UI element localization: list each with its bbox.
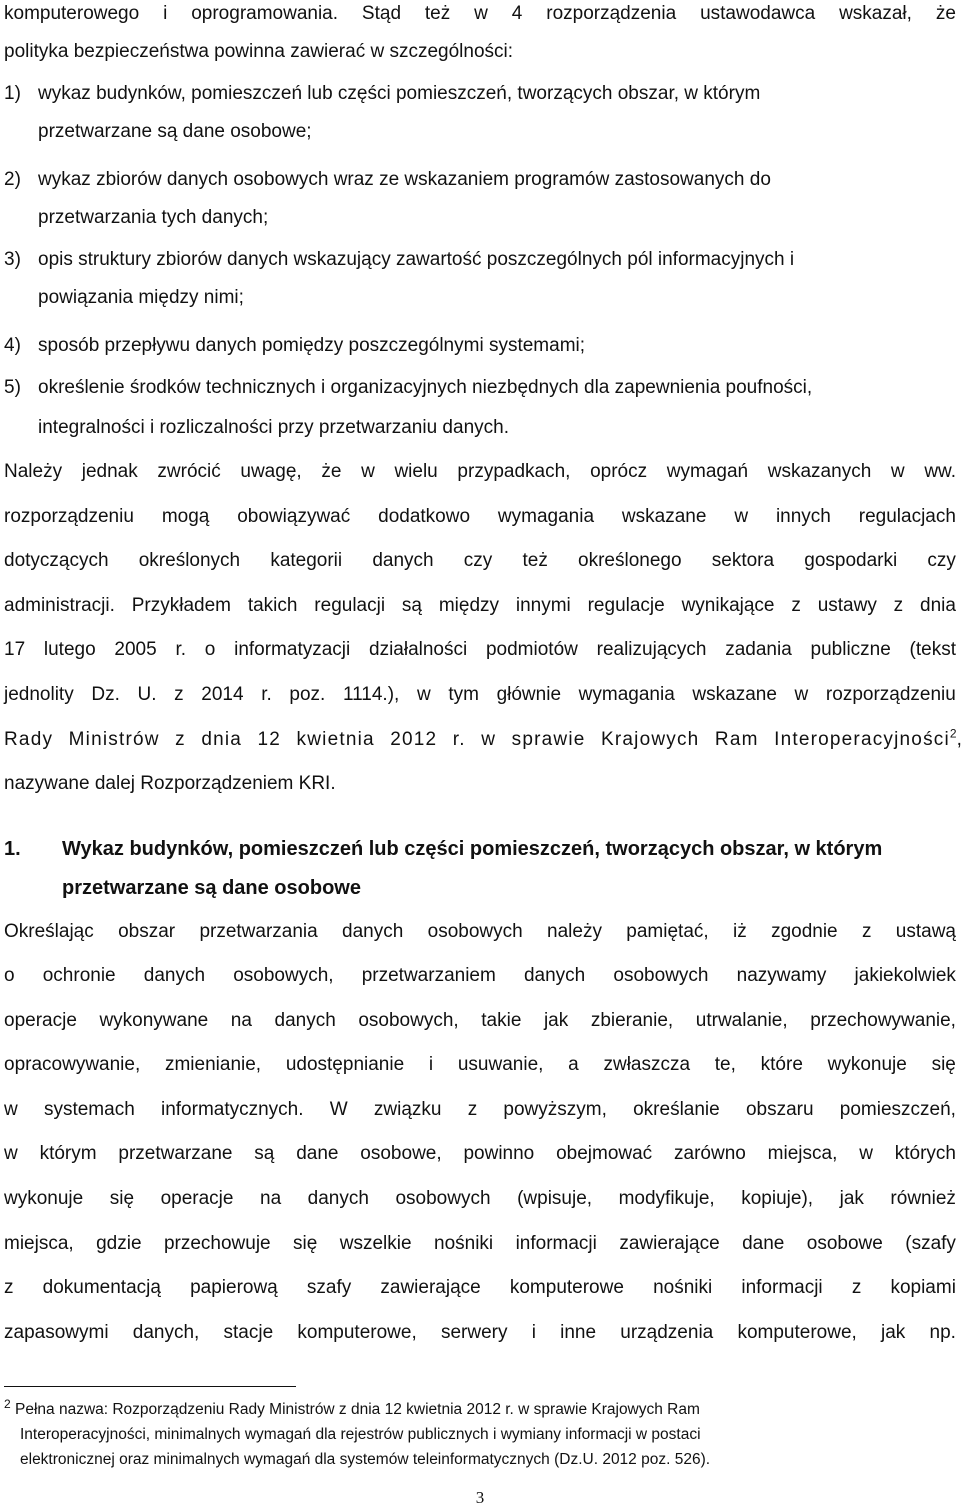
word: wymagania <box>497 506 595 527</box>
text-line <box>4 1142 956 1166</box>
word: komputerowe, <box>297 1322 417 1343</box>
word: ochronie <box>42 965 116 986</box>
line-text: Rady Ministrów z dnia 12 kwietnia 2012 r. w sprawie Krajowych Ram Interoperacyjności <box>4 729 950 750</box>
word: osobowych, <box>233 965 334 986</box>
word: r. <box>175 639 187 660</box>
word: informacji <box>741 1277 823 1298</box>
section-heading: przetwarzane są dane osobowe <box>62 877 361 899</box>
word: wykonuje <box>827 1054 907 1075</box>
text-line: nazywane dalej Rozporządzeniem KRI. <box>4 773 336 794</box>
word: czy <box>463 550 493 571</box>
word: na <box>230 1010 252 1031</box>
word: danych <box>342 921 404 942</box>
word: stacje <box>223 1322 274 1343</box>
text-line: polityka bezpieczeństwa powinna zawierać w szczególności: <box>4 41 514 62</box>
word: między <box>438 595 500 616</box>
word: inne <box>560 1322 597 1343</box>
word: z <box>4 1277 14 1298</box>
word: modyfikuje, <box>618 1188 715 1209</box>
list-item-number: 1) <box>4 83 21 104</box>
word: wielu <box>394 461 438 482</box>
footnote-separator <box>4 1386 296 1387</box>
word: głównie <box>496 684 562 705</box>
word: i <box>163 3 168 24</box>
word: wskazane <box>692 684 777 705</box>
word: 4 <box>511 3 523 24</box>
word: zarówno <box>674 1143 746 1164</box>
text-line <box>4 1187 956 1211</box>
word: gdzie <box>96 1233 142 1254</box>
word: które <box>760 1054 803 1075</box>
list-item-text: powiązania między nimi; <box>38 287 244 308</box>
word: dotyczących <box>4 550 109 571</box>
word: zgodnie <box>771 921 838 942</box>
word: w <box>361 461 375 482</box>
word: kopiami <box>890 1277 956 1298</box>
word: osobowych <box>395 1188 491 1209</box>
word: zwłaszcza <box>603 1054 691 1075</box>
word: działalności <box>369 639 468 660</box>
word: związku <box>373 1099 442 1120</box>
word: rozporządzenia <box>546 3 677 24</box>
word: wymagania <box>578 684 675 705</box>
footnote-marker: 2 <box>4 1396 11 1411</box>
word: się <box>293 1233 318 1254</box>
word: administracji. <box>4 595 115 616</box>
word: należy <box>547 921 602 942</box>
word: nośniki <box>653 1277 713 1298</box>
footnote-line <box>4 1396 956 1420</box>
word: informatyzacji <box>234 639 351 660</box>
page-number: 3 <box>475 1488 485 1507</box>
word: urządzenia <box>620 1322 714 1343</box>
word: kopiuje), <box>741 1188 814 1209</box>
word: Określając <box>4 921 94 942</box>
word: przetwarzaniem <box>361 965 496 986</box>
word: opracowywanie, <box>4 1054 141 1075</box>
word: rozporządzeniu <box>4 506 134 527</box>
word: z <box>174 684 184 705</box>
list-item-number: 4) <box>4 335 21 356</box>
text-line <box>4 1232 956 1256</box>
word: nośniki <box>434 1233 494 1254</box>
word: z <box>851 1277 862 1298</box>
text-line <box>4 1276 956 1300</box>
word: ustawy <box>817 595 877 616</box>
word: regulacji <box>314 595 386 616</box>
word: dane <box>296 1143 339 1164</box>
word: Dz. <box>91 684 120 705</box>
list-item-text: wykaz budynków, pomieszczeń lub części pomieszczeń, tworzących obszar, w którym <box>38 83 761 104</box>
text-line <box>4 505 956 529</box>
word: gospodarki <box>804 550 898 571</box>
word: zawierające <box>619 1233 720 1254</box>
section-number: 1. <box>4 838 21 860</box>
word: osobowych, <box>358 1010 459 1031</box>
word: określanie <box>633 1099 720 1120</box>
word: przetwarzane <box>118 1143 233 1164</box>
word: publiczne <box>810 639 891 660</box>
line-punctuation: , <box>956 729 962 750</box>
word: (szafy <box>905 1233 956 1254</box>
word: 2005 <box>114 639 157 660</box>
word: rozporządzeniu <box>825 684 956 705</box>
word: serwery <box>440 1322 508 1343</box>
word: uwagę, <box>240 461 302 482</box>
text-line <box>4 683 956 707</box>
word: dokumentacją <box>42 1277 161 1298</box>
word: ustawodawca <box>700 3 816 24</box>
list-item-text: integralności i rozliczalności przy przetwarzaniu danych. <box>38 417 509 438</box>
word: informacji <box>515 1233 597 1254</box>
word: zapasowymi <box>4 1322 109 1343</box>
footnote-reference: 2 <box>949 726 957 741</box>
word: ww. <box>924 461 956 482</box>
word: informatycznych. <box>160 1099 304 1120</box>
word: sektora <box>711 550 775 571</box>
word: realizujących <box>596 639 707 660</box>
word: usuwanie, <box>457 1054 544 1075</box>
word: W <box>329 1099 348 1120</box>
word: a <box>568 1054 579 1075</box>
word: w <box>859 1143 873 1164</box>
word: 17 <box>4 639 26 660</box>
word: systemach <box>43 1099 135 1120</box>
word: powyższym, <box>503 1099 607 1120</box>
word: papierową <box>190 1277 278 1298</box>
word: zbieranie, <box>590 1010 674 1031</box>
word: zmienianie, <box>164 1054 262 1075</box>
word: też <box>522 550 548 571</box>
word: pomieszczeń, <box>839 1099 956 1120</box>
word: udostępnianie <box>285 1054 405 1075</box>
text-line <box>4 920 956 944</box>
word: danych <box>372 550 434 571</box>
list-item-text: określenie środków technicznych i organizacyjnych niezbędnych dla zapewnienia poufności, <box>38 377 813 398</box>
word: wszelkie <box>339 1233 412 1254</box>
word: szafy <box>306 1277 352 1298</box>
word: że <box>321 461 342 482</box>
word: i <box>531 1322 536 1343</box>
word: określonego <box>578 550 682 571</box>
word: nazywamy <box>736 965 827 986</box>
word: 1114.), <box>342 684 400 705</box>
word: oprócz <box>590 461 648 482</box>
word: jak <box>839 1188 864 1209</box>
word: też <box>424 3 451 24</box>
word: są <box>401 595 422 616</box>
word: w <box>794 684 809 705</box>
word: czy <box>927 550 956 571</box>
word: te, <box>714 1054 736 1075</box>
word: o <box>204 639 216 660</box>
text-line <box>4 964 956 988</box>
word: przechowywanie, <box>810 1010 956 1031</box>
word: takie <box>481 1010 522 1031</box>
word: tym <box>448 684 479 705</box>
word: jak <box>881 1322 906 1343</box>
word: dnia <box>920 595 956 616</box>
word: że <box>935 3 956 24</box>
list-item-number: 5) <box>4 377 21 398</box>
text-line <box>4 460 956 484</box>
word: jakiekolwiek <box>854 965 956 986</box>
word: obowiązywać <box>237 506 351 527</box>
word: przypadkach, <box>457 461 571 482</box>
footnote-line: Interoperacyjności, minimalnych wymagań dla rejestrów publicznych i wymiany informacji w postaci <box>20 1426 701 1443</box>
word: z <box>467 1099 478 1120</box>
word: których <box>894 1143 956 1164</box>
word: w <box>890 461 905 482</box>
word: w <box>416 684 431 705</box>
word: są <box>254 1143 275 1164</box>
word: z <box>893 595 904 616</box>
word: miejsca, <box>4 1233 74 1254</box>
word: Należy <box>4 461 63 482</box>
word: się <box>931 1054 956 1075</box>
word: wskazał, <box>839 3 912 24</box>
word: którym <box>39 1143 97 1164</box>
word: z <box>861 921 872 942</box>
word: zwrócić <box>157 461 221 482</box>
list-item-text: przetwarzane są dane osobowe; <box>38 121 312 142</box>
word: danych <box>307 1188 369 1209</box>
word: i <box>428 1054 434 1075</box>
word: również <box>890 1188 956 1209</box>
list-item-text: sposób przepływu danych pomiędzy poszczególnymi systemami; <box>38 335 586 356</box>
word: np. <box>929 1322 956 1343</box>
word: osobowe, <box>360 1143 442 1164</box>
word: komputerowe, <box>737 1322 857 1343</box>
word: mogą <box>161 506 210 527</box>
word: U. <box>137 684 157 705</box>
list-item-number: 2) <box>4 169 21 190</box>
word: regulacjach <box>858 506 956 527</box>
text-line <box>4 594 956 618</box>
list-item-number: 3) <box>4 249 21 270</box>
word: iż <box>733 921 747 942</box>
word: ustawą <box>895 921 956 942</box>
word: w <box>734 506 749 527</box>
list-item-text: przetwarzania tych danych; <box>38 207 269 228</box>
word: wskazanych <box>767 461 872 482</box>
text-line <box>4 726 962 752</box>
word: podmiotów <box>485 639 578 660</box>
word: 2014 <box>201 684 244 705</box>
word: jednolity <box>4 684 74 705</box>
word: kategorii <box>270 550 343 571</box>
word: lutego <box>43 639 96 660</box>
word: dane <box>742 1233 785 1254</box>
text-line <box>4 549 956 573</box>
word: wskazane <box>621 506 707 527</box>
word: osobowych <box>427 921 523 942</box>
word: zawierające <box>380 1277 481 1298</box>
word: w <box>474 3 488 24</box>
word: osobowych <box>613 965 709 986</box>
word: Przykładem <box>131 595 231 616</box>
word: o <box>4 965 15 986</box>
word: danych, <box>132 1322 200 1343</box>
word: przechowuje <box>163 1233 271 1254</box>
word: przetwarzania <box>199 921 318 942</box>
word: powinno <box>463 1143 535 1164</box>
word: danych <box>274 1010 336 1031</box>
text-line <box>4 1321 956 1345</box>
word: miejsca, <box>767 1143 838 1164</box>
word: regulacje <box>587 595 665 616</box>
word: na <box>260 1188 282 1209</box>
word: określonych <box>138 550 241 571</box>
word: jednak <box>81 461 138 482</box>
word: danych <box>143 965 206 986</box>
list-item-text: wykaz zbiorów danych osobowych wraz ze wskazaniem programów zastosowanych do <box>38 169 771 190</box>
text-line <box>4 1009 956 1033</box>
footnote-line: elektronicznej oraz minimalnych wymagań dla systemów teleinformatycznych (Dz.U. 2012 poz. 526). <box>20 1451 711 1468</box>
word: komputerowego <box>4 3 140 24</box>
word: oprogramowania. <box>191 3 339 24</box>
word: komputerowe <box>509 1277 624 1298</box>
word: pamiętać, <box>626 921 709 942</box>
word: wykonywane <box>99 1010 209 1031</box>
word: obejmować <box>556 1143 653 1164</box>
word: obszaru <box>745 1099 814 1120</box>
word: zadania <box>725 639 792 660</box>
word: wykonuje <box>4 1188 84 1209</box>
word: dodatkowo <box>378 506 471 527</box>
word: osobowe <box>806 1233 883 1254</box>
word: się <box>109 1188 135 1209</box>
word: wynikające <box>681 595 775 616</box>
word: operacje <box>160 1188 234 1209</box>
word: innymi <box>515 595 571 616</box>
word: operacje <box>4 1010 77 1031</box>
text-line <box>4 1098 956 1122</box>
word: innych <box>775 506 831 527</box>
word: (wpisuje, <box>517 1188 593 1209</box>
word: utrwalanie, <box>695 1010 788 1031</box>
word: wymagań <box>666 461 749 482</box>
word: (tekst <box>909 639 956 660</box>
word: jak <box>543 1010 569 1031</box>
text-line <box>4 2 956 26</box>
word: poz. <box>289 684 326 705</box>
word: r. <box>261 684 272 705</box>
list-item-text: opis struktury zbiorów danych wskazujący zawartość poszczególnych pól informacyjnych i <box>38 249 795 270</box>
text-line <box>4 638 956 662</box>
word: Stąd <box>361 3 402 24</box>
section-heading: Wykaz budynków, pomieszczeń lub części pomieszczeń, tworzących obszar, w którym <box>62 838 883 860</box>
text-line <box>4 1053 956 1077</box>
word: obszar <box>118 921 176 942</box>
word: z <box>791 595 801 616</box>
word: w <box>4 1143 18 1164</box>
word: takich <box>247 595 298 616</box>
word: w <box>4 1099 18 1120</box>
footnote-text: Pełna nazwa: Rozporządzeniu Rady Ministrów z dnia 12 kwietnia 2012 r. w sprawie Krajowych Ram <box>15 1401 700 1418</box>
word: danych <box>523 965 586 986</box>
